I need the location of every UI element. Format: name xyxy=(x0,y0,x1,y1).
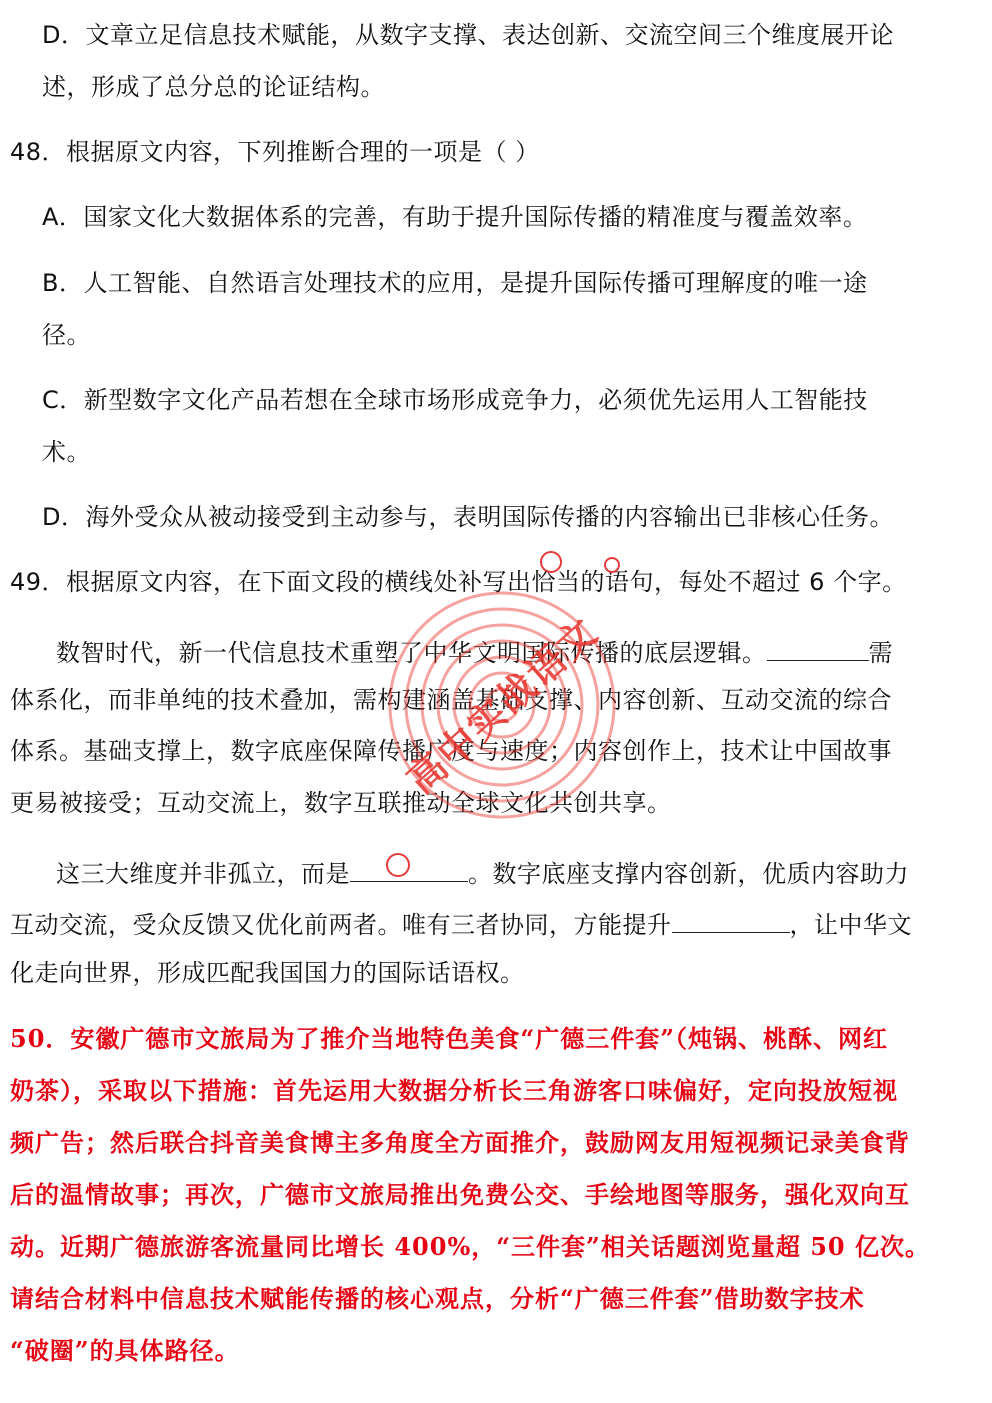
q48-option-c-line2: 术。 xyxy=(42,438,91,466)
q47-option-d-line1: D．文章立足信息技术赋能，从数字支撑、表达创新、交流空间三个维度展开论 xyxy=(42,21,894,49)
q49-p1-line1-tail: 需 xyxy=(868,639,893,667)
q50-line7: “破圈”的具体路径。 xyxy=(10,1336,240,1365)
q48-option-a: A．国家文化大数据体系的完善，有助于提升国际传播的精准度与覆盖效率。 xyxy=(42,203,868,231)
annotation-circle xyxy=(386,853,410,877)
q49-p2-line1-tail: 。数字底座支撑内容创新，优质内容助力 xyxy=(468,860,909,888)
q49-p1-line4: 更易被接受；互动交流上，数字互联推动全球文化共创共享。 xyxy=(10,789,672,817)
q49-p2-line1-text: 这三大维度并非孤立，而是 xyxy=(56,860,350,888)
q48-stem: 48．根据原文内容，下列推断合理的一项是（ ） xyxy=(10,138,540,166)
q48-option-d: D．海外受众从被动接受到主动参与，表明国际传播的内容输出已非核心任务。 xyxy=(42,503,894,531)
q50-line4: 后的温情故事；再次，广德市文旅局推出免费公交、手绘地图等服务，强化双向互 xyxy=(10,1180,910,1209)
q49-p1-line1-text: 数智时代，新一代信息技术重塑了中华文明国际传播的底层逻辑。 xyxy=(56,639,767,667)
q49-p2-line2-text: 互动交流，受众反馈又优化前两者。唯有三者协同，方能提升 xyxy=(10,911,672,939)
annotation-circle xyxy=(604,557,620,573)
q49-blank-1[interactable] xyxy=(767,634,869,661)
q48-option-b-line2: 径。 xyxy=(42,321,91,349)
q50-line3: 频广告；然后联合抖音美食博主多角度全方面推介，鼓励网友用短视频记录美食背 xyxy=(10,1128,910,1157)
q50-line2: 奶茶），采取以下措施：首先运用大数据分析长三角游客口味偏好，定向投放短视 xyxy=(10,1076,898,1105)
q47-option-d-line2: 述，形成了总分总的论证结构。 xyxy=(42,73,385,101)
q49-p2-line2-tail: ，让中华文 xyxy=(789,911,912,939)
annotation-circle xyxy=(540,551,562,573)
q48-option-c-line1: C．新型数字文化产品若想在全球市场形成竞争力，必须优先运用人工智能技 xyxy=(42,386,868,414)
q49-p2-line2 xyxy=(10,906,912,940)
q49-stem: 49．根据原文内容，在下面文段的横线处补写出恰当的语句，每处不超过 6 个字。 xyxy=(10,568,907,596)
q49-p1-line3: 体系。基础支撑上，数字底座保障传播广度与速度；内容创作上，技术让中国故事 xyxy=(10,737,892,765)
q48-option-b-line1: B．人工智能、自然语言处理技术的应用，是提升国际传播可理解度的唯一途 xyxy=(42,269,868,297)
q50-line1: 50．安徽广德市文旅局为了推介当地特色美食“广德三件套”（炖锅、桃酥、网红 xyxy=(10,1024,889,1053)
q50-line6: 请结合材料中信息技术赋能传播的核心观点，分析“广德三件套”借助数字技术 xyxy=(10,1284,865,1313)
q49-p1-line1 xyxy=(56,634,893,668)
q50-line5: 动。近期广德旅游客流量同比增长 400%，“三件套”相关话题浏览量超 50 亿次。 xyxy=(10,1232,930,1261)
q49-p1-line2: 体系化，而非单纯的技术叠加，需构建涵盖基础支撑、内容创新、互动交流的综合 xyxy=(10,686,892,714)
stamp-text: 高中实战语文 xyxy=(398,609,607,803)
q49-blank-3[interactable] xyxy=(672,906,790,933)
q49-p2-line3: 化走向世界，形成匹配我国国力的国际话语权。 xyxy=(10,959,525,987)
q49-p2-line1 xyxy=(56,855,909,889)
